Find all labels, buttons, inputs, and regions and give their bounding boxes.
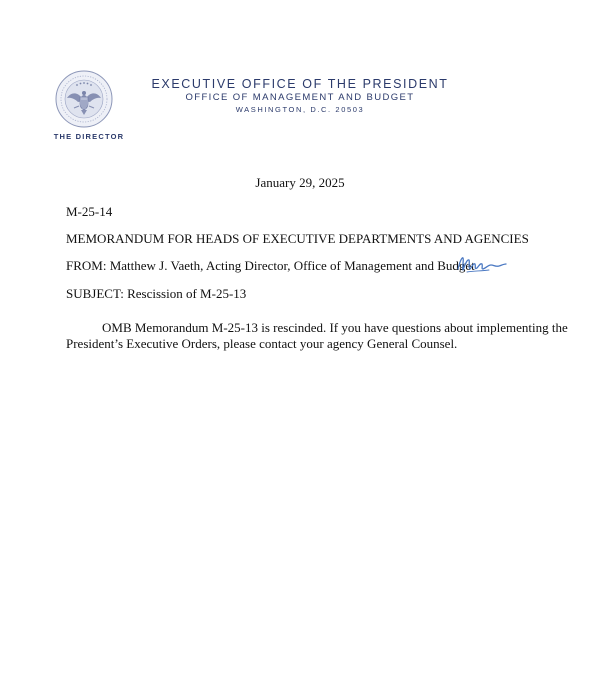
letterhead [150,77,450,115]
memo-addressee: MEMORANDUM FOR HEADS OF EXECUTIVE DEPARTMENTS AND AGENCIES [66,231,529,246]
memo-body-line: President’s Executive Orders, please contact your agency General Counsel. [66,335,458,351]
memo-body [66,320,568,351]
memo-from: FROM: Matthew J. Vaeth, Acting Director, Office of Management and Budget [66,258,475,273]
memo-subject: SUBJECT: Rescission of M-25-13 [66,286,247,301]
director-label: THE DIRECTOR [53,132,125,141]
memo-date: January 29, 2025 [255,175,345,190]
signature-icon [455,253,507,275]
memo-number: M-25-14 [66,204,113,219]
letterhead-sub-office: OFFICE OF MANAGEMENT AND BUDGET [185,92,415,103]
letterhead-office: EXECUTIVE OFFICE OF THE PRESIDENT [151,77,449,91]
presidential-seal-icon [55,70,113,128]
memo-body-line: OMB Memorandum M-25-13 is rescinded. If you have questions about implementing the [102,320,568,335]
letterhead-location: WASHINGTON, D.C. 20503 [235,105,365,114]
